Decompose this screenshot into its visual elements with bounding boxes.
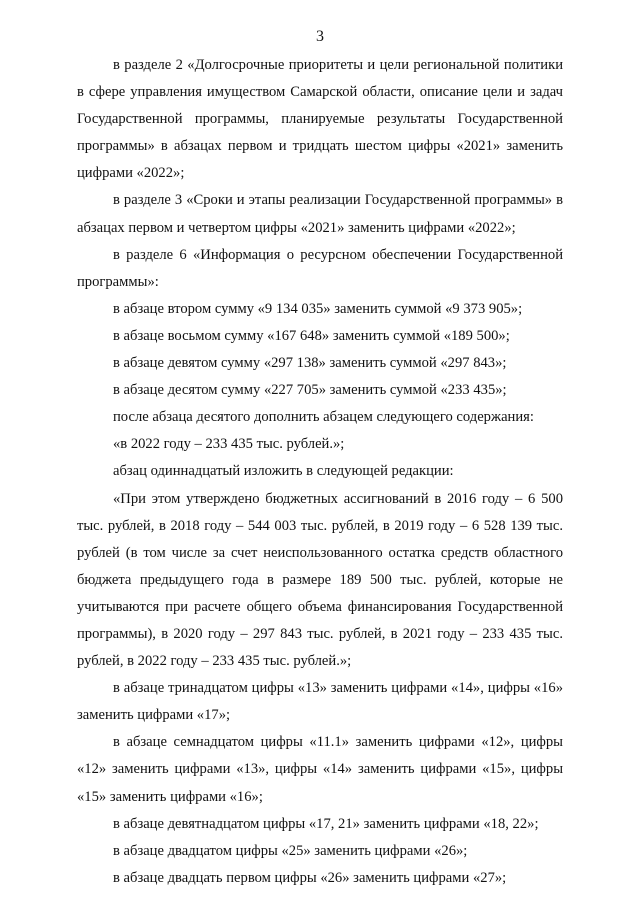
paragraph-amendment: в абзаце тринадцатом цифры «13» заменить цифрами «14», цифры «16» заменить цифрами «17»;: [77, 680, 563, 724]
paragraph-quoted: «При этом утверждено бюджетных ассигнований в 2016 году – 6 500 тыс. рублей, в 2018 году – 544 003 тыс. рублей, в 2019 году – 6 528 139 тыс. рублей (в том числе за счет неиспользованного остатка средств областного бюджета предыдущего года в размере 189 500 тыс. рублей, которые не учитываются при расчете общего объема финансирования Государственной программы), в 2020 году – 297 843 тыс. рублей, в 2021 году – 233 435 тыс. рублей, в 2022 году – 233 435 тыс. рублей.»;: [77, 490, 563, 670]
paragraph-amendment: в абзаце девятом сумму «297 138» заменить суммой «297 843»;: [113, 355, 507, 372]
paragraph-amendment: в абзаце восьмом сумму «167 648» заменить суммой «189 500»;: [113, 327, 510, 344]
paragraph-section-2: в разделе 2 «Долгосрочные приоритеты и цели региональной политики в сфере управления имуществом Самарской области, описание цели и задач Государственной программы, планируемые результаты Государственной программы» в абзацах первом и тридцать шестом цифры «2021» заменить цифрами «2022»;: [77, 57, 563, 182]
paragraph-amendment: в абзаце семнадцатом цифры «11.1» заменить цифрами «12», цифры «12» заменить цифрами «13», цифры «14» заменить цифрами «15», цифры «15» заменить цифрами «16»;: [77, 734, 563, 805]
paragraph-section-6: в разделе 6 «Информация о ресурсном обеспечении Государственной программы»:: [77, 246, 563, 290]
document-body: [77, 52, 563, 892]
paragraph-amendment: в абзаце девятнадцатом цифры «17, 21» заменить цифрами «18, 22»;: [113, 815, 539, 832]
paragraph-amendment: в абзаце втором сумму «9 134 035» заменить суммой «9 373 905»;: [113, 300, 523, 317]
paragraph-section-3: в разделе 3 «Сроки и этапы реализации Государственной программы» в абзацах первом и четвертом цифры «2021» заменить цифрами «2022»;: [77, 192, 563, 236]
paragraph-amendment: в абзаце двадцать первом цифры «26» заменить цифрами «27»;: [113, 869, 507, 886]
paragraph-amendment: в абзаце двадцатом цифры «25» заменить цифрами «26»;: [113, 842, 468, 859]
paragraph-amendment: после абзаца десятого дополнить абзацем следующего содержания:: [113, 409, 534, 426]
paragraph-amendment: в абзаце десятом сумму «227 705» заменить суммой «233 435»;: [113, 382, 507, 399]
page-number: 3: [316, 28, 324, 45]
paragraph-quoted: «в 2022 году – 233 435 тыс. рублей.»;: [113, 436, 345, 453]
paragraph-amendment: абзац одиннадцатый изложить в следующей редакции:: [113, 463, 454, 480]
